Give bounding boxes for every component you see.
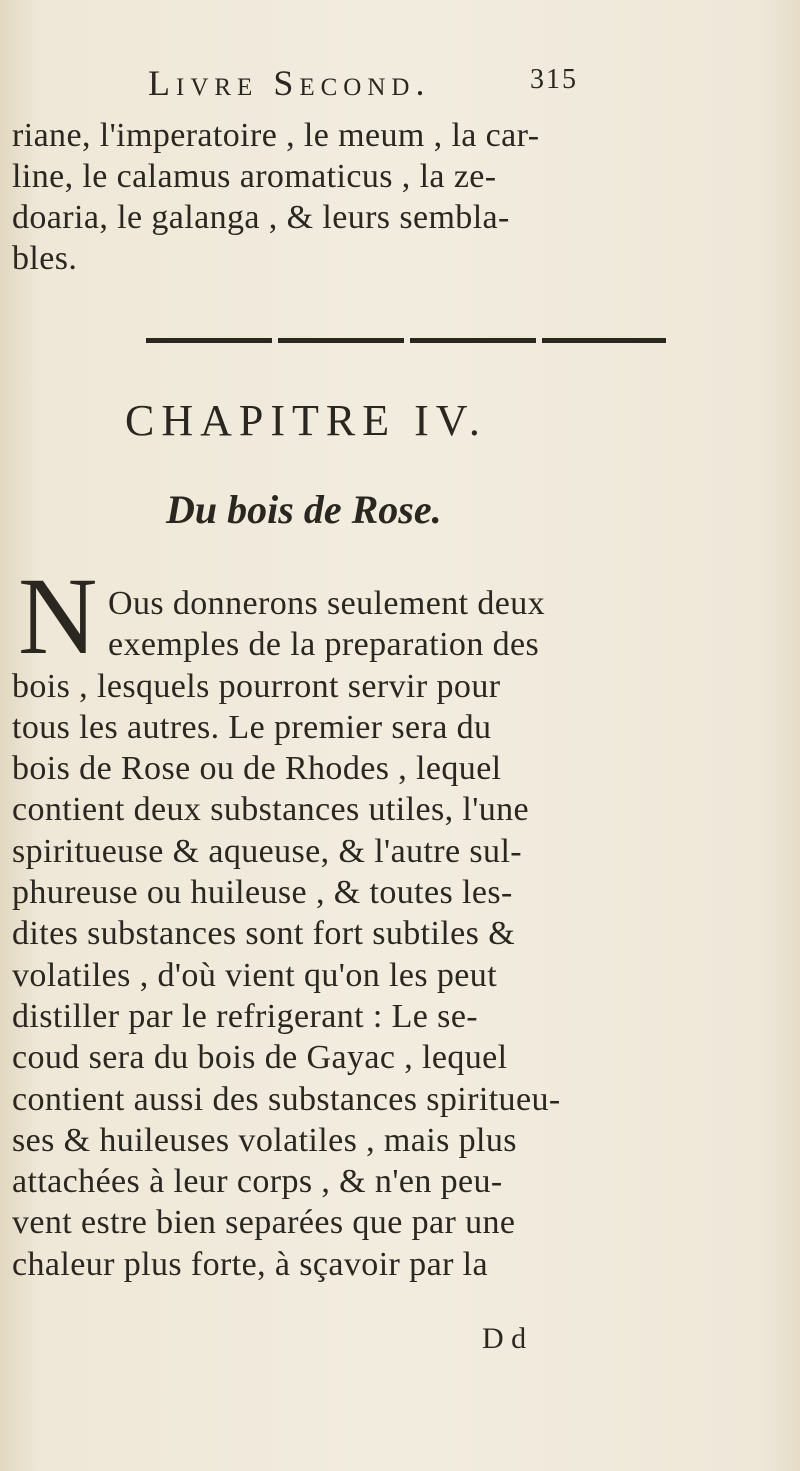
paragraph-line: distiller par le refrigerant : Le se- bbox=[12, 997, 479, 1035]
paragraph-line: attachées à leur corps , & n'en peu- bbox=[12, 1163, 503, 1201]
paragraph-line: dites substances sont fort subtiles & bbox=[12, 915, 516, 953]
ornamental-rule bbox=[146, 338, 666, 343]
carryover-line: doaria, le galanga , & leurs sembla- bbox=[12, 199, 510, 236]
paragraph-line: bois , lesquels pourront servir pour bbox=[12, 667, 501, 705]
paragraph-line: spiritueuse & aqueuse, & l'autre sul- bbox=[12, 832, 523, 870]
paragraph-line: phureuse ou huileuse , & toutes les- bbox=[12, 874, 513, 912]
page-number: 315 bbox=[530, 64, 578, 95]
paragraph-line: coud sera du bois de Gayac , lequel bbox=[12, 1039, 508, 1077]
paragraph-line: contient aussi des substances spiritueu- bbox=[12, 1080, 561, 1118]
carryover-line: line, le calamus aromaticus , la ze- bbox=[12, 158, 497, 195]
carryover-line: riane, l'imperatoire , le meum , la car- bbox=[12, 117, 540, 154]
paragraph-line: chaleur plus forte, à sçavoir par la bbox=[12, 1245, 489, 1283]
drop-cap: N bbox=[18, 555, 98, 677]
paragraph-line: vent estre bien separées que par une bbox=[12, 1204, 516, 1242]
chapter-subtitle: Du bois de Rose. bbox=[166, 487, 442, 532]
paragraph bbox=[12, 583, 672, 1285]
paragraph-line: tous les autres. Le premier sera du bbox=[12, 708, 492, 746]
paragraph-line: Ous donnerons seulement deux bbox=[108, 585, 546, 622]
chapter-heading: CHAPITRE IV. bbox=[125, 396, 487, 445]
catchword: D d bbox=[482, 1322, 527, 1355]
paragraph-line: volatiles , d'où vient qu'on les peut bbox=[12, 956, 498, 994]
paragraph-line: ses & huileuses volatiles , mais plus bbox=[12, 1121, 517, 1159]
running-title: Livre Second. bbox=[148, 63, 431, 103]
paragraph-line: contient deux substances utiles, l'une bbox=[12, 791, 530, 829]
running-head bbox=[148, 62, 648, 112]
carryover-line: bles. bbox=[12, 240, 78, 277]
paragraph-line: exemples de la preparation des bbox=[108, 626, 540, 664]
paragraph-line: bois de Rose ou de Rhodes , lequel bbox=[12, 750, 502, 788]
